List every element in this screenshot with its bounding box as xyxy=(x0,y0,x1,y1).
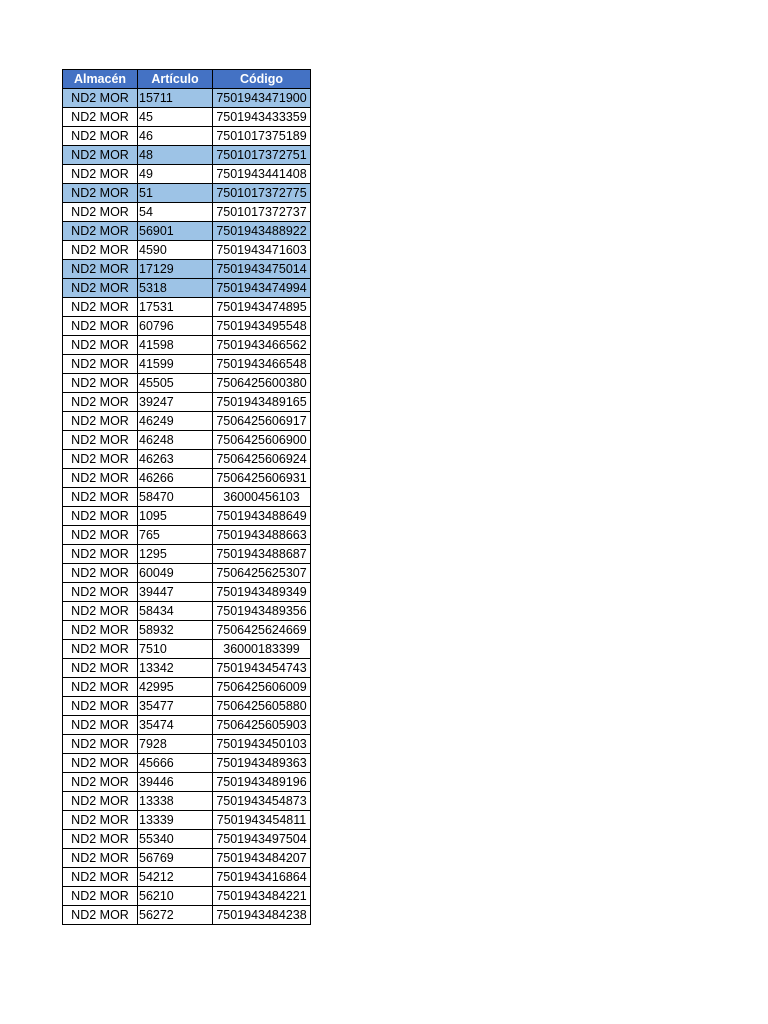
table-row xyxy=(63,716,311,735)
cell-articulo[interactable]: 56272 xyxy=(138,906,213,925)
cell-articulo[interactable]: 46248 xyxy=(138,431,213,450)
cell-almacen[interactable]: ND2 MOR xyxy=(63,640,138,659)
cell-almacen[interactable]: ND2 MOR xyxy=(63,545,138,564)
cell-almacen[interactable]: ND2 MOR xyxy=(63,507,138,526)
cell-codigo[interactable]: 36000456103 xyxy=(213,488,311,507)
cell-almacen[interactable]: ND2 MOR xyxy=(63,659,138,678)
table-row xyxy=(63,868,311,887)
cell-codigo[interactable]: 7501943466562 xyxy=(213,336,311,355)
cell-codigo[interactable]: 7506425606924 xyxy=(213,450,311,469)
table-row xyxy=(63,545,311,564)
cell-codigo[interactable]: 7506425606009 xyxy=(213,678,311,697)
cell-articulo[interactable]: 35474 xyxy=(138,716,213,735)
cell-almacen[interactable]: ND2 MOR xyxy=(63,697,138,716)
cell-articulo[interactable]: 39447 xyxy=(138,583,213,602)
table-row xyxy=(63,165,311,184)
table-row xyxy=(63,792,311,811)
table-row xyxy=(63,830,311,849)
cell-codigo[interactable]: 7506425624669 xyxy=(213,621,311,640)
table-row xyxy=(63,697,311,716)
table-row xyxy=(63,203,311,222)
cell-codigo[interactable]: 7501943454811 xyxy=(213,811,311,830)
table-row xyxy=(63,222,311,241)
cell-articulo[interactable]: 51 xyxy=(138,184,213,203)
cell-almacen[interactable]: ND2 MOR xyxy=(63,127,138,146)
table-body xyxy=(63,89,311,925)
table-row xyxy=(63,260,311,279)
table-row xyxy=(63,659,311,678)
cell-almacen[interactable]: ND2 MOR xyxy=(63,412,138,431)
table-row xyxy=(63,811,311,830)
cell-codigo[interactable]: 7501017375189 xyxy=(213,127,311,146)
table-row xyxy=(63,336,311,355)
cell-codigo[interactable]: 7501943433359 xyxy=(213,108,311,127)
cell-almacen[interactable]: ND2 MOR xyxy=(63,887,138,906)
cell-codigo[interactable]: 7501943488687 xyxy=(213,545,311,564)
cell-articulo[interactable]: 17129 xyxy=(138,260,213,279)
cell-almacen[interactable]: ND2 MOR xyxy=(63,469,138,488)
header-articulo[interactable]: Artículo xyxy=(138,70,213,89)
table-row xyxy=(63,849,311,868)
table-row xyxy=(63,564,311,583)
header-almacen[interactable]: Almacén xyxy=(63,70,138,89)
cell-articulo[interactable]: 41599 xyxy=(138,355,213,374)
table-row xyxy=(63,108,311,127)
cell-articulo[interactable]: 54 xyxy=(138,203,213,222)
table-row xyxy=(63,469,311,488)
table-row xyxy=(63,640,311,659)
cell-almacen[interactable]: ND2 MOR xyxy=(63,393,138,412)
cell-codigo[interactable]: 7501943441408 xyxy=(213,165,311,184)
cell-articulo[interactable]: 13339 xyxy=(138,811,213,830)
cell-codigo[interactable]: 7501943416864 xyxy=(213,868,311,887)
cell-codigo[interactable]: 7501943489165 xyxy=(213,393,311,412)
cell-articulo[interactable]: 39247 xyxy=(138,393,213,412)
table-row xyxy=(63,146,311,165)
cell-articulo[interactable]: 46266 xyxy=(138,469,213,488)
cell-almacen[interactable]: ND2 MOR xyxy=(63,450,138,469)
cell-codigo[interactable]: 7501943454873 xyxy=(213,792,311,811)
cell-codigo[interactable]: 7501943489356 xyxy=(213,602,311,621)
cell-almacen[interactable]: ND2 MOR xyxy=(63,906,138,925)
cell-articulo[interactable]: 60796 xyxy=(138,317,213,336)
cell-almacen[interactable]: ND2 MOR xyxy=(63,374,138,393)
table-row xyxy=(63,887,311,906)
cell-codigo[interactable]: 7501943474895 xyxy=(213,298,311,317)
cell-almacen[interactable]: ND2 MOR xyxy=(63,811,138,830)
cell-almacen[interactable]: ND2 MOR xyxy=(63,602,138,621)
cell-almacen[interactable]: ND2 MOR xyxy=(63,203,138,222)
cell-articulo[interactable]: 55340 xyxy=(138,830,213,849)
cell-codigo[interactable]: 7501943484221 xyxy=(213,887,311,906)
cell-articulo[interactable]: 41598 xyxy=(138,336,213,355)
table-row xyxy=(63,507,311,526)
cell-codigo[interactable]: 7501943495548 xyxy=(213,317,311,336)
cell-almacen[interactable]: ND2 MOR xyxy=(63,678,138,697)
cell-codigo[interactable]: 7506425606931 xyxy=(213,469,311,488)
cell-almacen[interactable]: ND2 MOR xyxy=(63,165,138,184)
cell-articulo[interactable]: 1095 xyxy=(138,507,213,526)
table-row xyxy=(63,754,311,773)
table-row xyxy=(63,89,311,108)
table-row xyxy=(63,678,311,697)
cell-almacen[interactable]: ND2 MOR xyxy=(63,716,138,735)
cell-codigo[interactable]: 7501943466548 xyxy=(213,355,311,374)
cell-codigo[interactable]: 7506425606917 xyxy=(213,412,311,431)
cell-almacen[interactable]: ND2 MOR xyxy=(63,298,138,317)
cell-articulo[interactable]: 13342 xyxy=(138,659,213,678)
cell-articulo[interactable]: 45666 xyxy=(138,754,213,773)
cell-codigo[interactable]: 7501017372737 xyxy=(213,203,311,222)
cell-articulo[interactable]: 49 xyxy=(138,165,213,184)
header-codigo[interactable]: Código xyxy=(213,70,311,89)
cell-almacen[interactable]: ND2 MOR xyxy=(63,336,138,355)
cell-codigo[interactable]: 7501943454743 xyxy=(213,659,311,678)
cell-codigo[interactable]: 7501943489349 xyxy=(213,583,311,602)
table-row xyxy=(63,773,311,792)
cell-almacen[interactable]: ND2 MOR xyxy=(63,621,138,640)
cell-articulo[interactable]: 765 xyxy=(138,526,213,545)
table-row xyxy=(63,374,311,393)
cell-articulo[interactable]: 7928 xyxy=(138,735,213,754)
cell-articulo[interactable]: 13338 xyxy=(138,792,213,811)
cell-codigo[interactable]: 7501943488922 xyxy=(213,222,311,241)
cell-codigo[interactable]: 7501943484238 xyxy=(213,906,311,925)
cell-almacen[interactable]: ND2 MOR xyxy=(63,146,138,165)
cell-almacen[interactable]: ND2 MOR xyxy=(63,184,138,203)
table-row xyxy=(63,279,311,298)
cell-almacen[interactable]: ND2 MOR xyxy=(63,355,138,374)
table-row xyxy=(63,431,311,450)
cell-articulo[interactable]: 56769 xyxy=(138,849,213,868)
cell-codigo[interactable]: 7501943475014 xyxy=(213,260,311,279)
table-row xyxy=(63,184,311,203)
header-row xyxy=(63,70,311,89)
cell-almacen[interactable]: ND2 MOR xyxy=(63,830,138,849)
table-row xyxy=(63,906,311,925)
cell-codigo[interactable]: 36000183399 xyxy=(213,640,311,659)
cell-articulo[interactable]: 17531 xyxy=(138,298,213,317)
cell-codigo[interactable]: 7501943489196 xyxy=(213,773,311,792)
cell-almacen[interactable]: ND2 MOR xyxy=(63,317,138,336)
cell-codigo[interactable]: 7501017372751 xyxy=(213,146,311,165)
cell-articulo[interactable]: 46249 xyxy=(138,412,213,431)
cell-articulo[interactable]: 58470 xyxy=(138,488,213,507)
cell-articulo[interactable]: 15711 xyxy=(138,89,213,108)
cell-almacen[interactable]: ND2 MOR xyxy=(63,260,138,279)
cell-articulo[interactable]: 56901 xyxy=(138,222,213,241)
cell-articulo[interactable]: 58932 xyxy=(138,621,213,640)
cell-articulo[interactable]: 48 xyxy=(138,146,213,165)
cell-almacen[interactable]: ND2 MOR xyxy=(63,773,138,792)
cell-almacen[interactable]: ND2 MOR xyxy=(63,108,138,127)
cell-articulo[interactable]: 7510 xyxy=(138,640,213,659)
cell-almacen[interactable]: ND2 MOR xyxy=(63,583,138,602)
cell-codigo[interactable]: 7506425606900 xyxy=(213,431,311,450)
table-row xyxy=(63,298,311,317)
table-row xyxy=(63,450,311,469)
cell-codigo[interactable]: 7501943474994 xyxy=(213,279,311,298)
cell-codigo[interactable]: 7506425605880 xyxy=(213,697,311,716)
cell-articulo[interactable]: 35477 xyxy=(138,697,213,716)
inventory-table xyxy=(62,69,311,925)
cell-codigo[interactable]: 7501017372775 xyxy=(213,184,311,203)
cell-almacen[interactable]: ND2 MOR xyxy=(63,526,138,545)
cell-articulo[interactable]: 60049 xyxy=(138,564,213,583)
cell-articulo[interactable]: 4590 xyxy=(138,241,213,260)
cell-almacen[interactable]: ND2 MOR xyxy=(63,279,138,298)
cell-codigo[interactable]: 7501943488663 xyxy=(213,526,311,545)
cell-articulo[interactable]: 39446 xyxy=(138,773,213,792)
cell-almacen[interactable]: ND2 MOR xyxy=(63,241,138,260)
cell-articulo[interactable]: 42995 xyxy=(138,678,213,697)
cell-almacen[interactable]: ND2 MOR xyxy=(63,431,138,450)
cell-almacen[interactable]: ND2 MOR xyxy=(63,735,138,754)
cell-codigo[interactable]: 7501943497504 xyxy=(213,830,311,849)
cell-almacen[interactable]: ND2 MOR xyxy=(63,564,138,583)
table-row xyxy=(63,393,311,412)
cell-articulo[interactable]: 46 xyxy=(138,127,213,146)
cell-almacen[interactable]: ND2 MOR xyxy=(63,868,138,887)
table-row xyxy=(63,526,311,545)
table-row xyxy=(63,488,311,507)
cell-almacen[interactable]: ND2 MOR xyxy=(63,488,138,507)
cell-articulo[interactable]: 58434 xyxy=(138,602,213,621)
cell-articulo[interactable]: 1295 xyxy=(138,545,213,564)
cell-almacen[interactable]: ND2 MOR xyxy=(63,89,138,108)
cell-articulo[interactable]: 45505 xyxy=(138,374,213,393)
cell-codigo[interactable]: 7506425625307 xyxy=(213,564,311,583)
cell-articulo[interactable]: 46263 xyxy=(138,450,213,469)
table-row xyxy=(63,317,311,336)
cell-codigo[interactable]: 7506425605903 xyxy=(213,716,311,735)
cell-codigo[interactable]: 7501943484207 xyxy=(213,849,311,868)
cell-codigo[interactable]: 7506425600380 xyxy=(213,374,311,393)
table-row xyxy=(63,127,311,146)
cell-articulo[interactable]: 5318 xyxy=(138,279,213,298)
cell-articulo[interactable]: 56210 xyxy=(138,887,213,906)
table-row xyxy=(63,412,311,431)
cell-codigo[interactable]: 7501943450103 xyxy=(213,735,311,754)
cell-almacen[interactable]: ND2 MOR xyxy=(63,754,138,773)
cell-codigo[interactable]: 7501943471900 xyxy=(213,89,311,108)
cell-almacen[interactable]: ND2 MOR xyxy=(63,792,138,811)
cell-codigo[interactable]: 7501943471603 xyxy=(213,241,311,260)
table-row xyxy=(63,583,311,602)
cell-articulo[interactable]: 54212 xyxy=(138,868,213,887)
cell-almacen[interactable]: ND2 MOR xyxy=(63,849,138,868)
cell-codigo[interactable]: 7501943488649 xyxy=(213,507,311,526)
cell-almacen[interactable]: ND2 MOR xyxy=(63,222,138,241)
cell-articulo[interactable]: 45 xyxy=(138,108,213,127)
table-row xyxy=(63,355,311,374)
table-row xyxy=(63,602,311,621)
cell-codigo[interactable]: 7501943489363 xyxy=(213,754,311,773)
table-row xyxy=(63,241,311,260)
table-row xyxy=(63,621,311,640)
table-row xyxy=(63,735,311,754)
